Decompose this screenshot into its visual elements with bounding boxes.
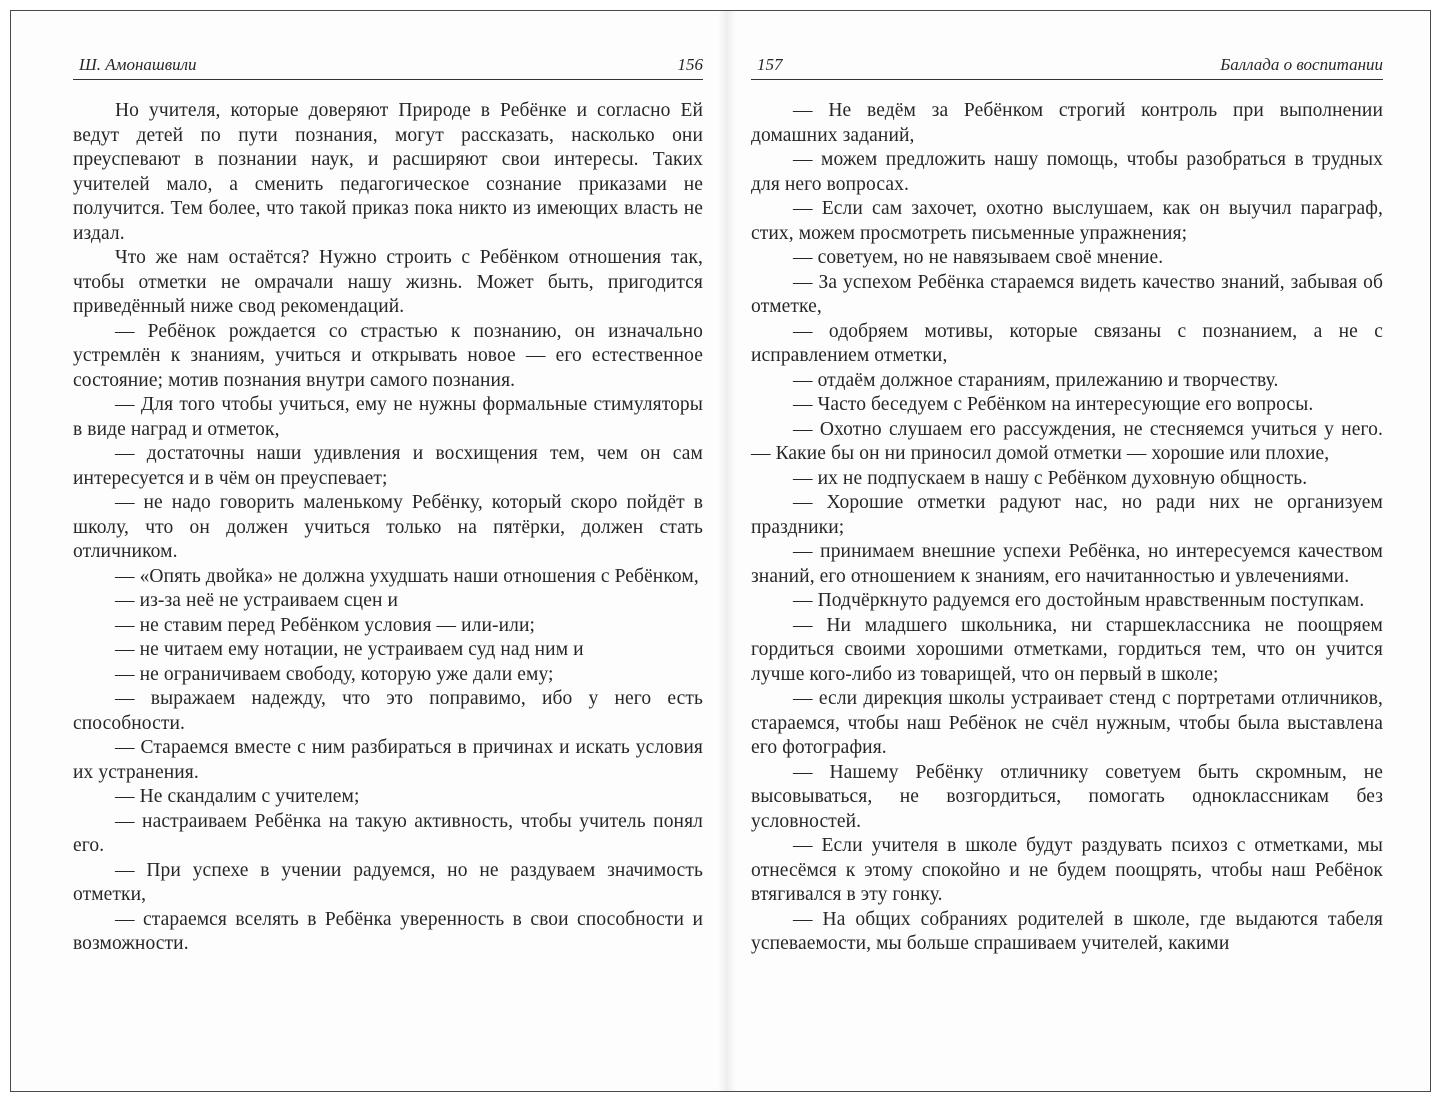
right-page-body: [751, 99, 1383, 957]
page-number-right: 157: [757, 55, 783, 74]
paragraph: — Охотно слушаем его рассуждения, не стесняемся учиться у него. — Какие бы он ни приносил домой отметки — хорошие или плохие,: [751, 418, 1383, 464]
paragraph: — Не скандалим с учителем;: [115, 786, 360, 807]
paragraph: — если дирекция школы устраивает стенд с портретами отличников, стараемся, чтобы наш Ребёнок не счёл нужным, чтобы была выставлена его фотография.: [751, 688, 1383, 758]
left-running-head: [73, 53, 703, 80]
paragraph: — Ребёнок рождается со страстью к познанию, он изначально устремлён к знаниям, учиться и открывать новое — его естественное состояние; мотив познания внутри самого познания.: [73, 320, 703, 391]
paragraph: — не ставим перед Ребёнком условия — или-или;: [115, 614, 535, 636]
paragraph: — принимаем внешние успехи Ребёнка, но интересуемся качеством знаний, его отношением к знаниям, его начитанностью и увлечениями.: [751, 541, 1383, 587]
paragraph: — настраиваем Ребёнка на такую активность, чтобы учитель понял его.: [73, 810, 703, 856]
paragraph: — Подчёркнуто радуемся его достойным нравственным поступкам.: [793, 590, 1365, 611]
paragraph: — При успехе в учении радуемся, но не раздуваем значимость отметки,: [73, 859, 703, 905]
paragraph: — Часто беседуем с Ребёнком на интересующие его вопросы.: [793, 394, 1314, 415]
paragraph: — Нашему Ребёнку отличнику советуем быть скромным, не высовываться, не возгордиться, помогать одноклассникам без условностей.: [751, 761, 1383, 832]
paragraph: — стараемся вселять в Ребёнка уверенность в свои способности и возможности.: [73, 908, 703, 954]
paragraph: — Стараемся вместе с ним разбираться в причинах и искать условия их устранения.: [73, 737, 703, 783]
paragraph: — можем предложить нашу помощь, чтобы разобраться в трудных для него вопросах.: [751, 149, 1383, 195]
left-page-body: [73, 99, 703, 957]
right-running-head: [751, 53, 1383, 80]
page-number-left: 156: [677, 55, 703, 74]
paragraph: — Если сам захочет, охотно выслушаем, как он выучил параграф, стих, можем просмотреть письменные упражнения;: [751, 198, 1383, 244]
paragraph: Что же нам остаётся? Нужно строить с Ребёнком отношения так, чтобы отметки не омрачали нашу жизнь. Может быть, пригодится приведённый ниже свод рекомендаций.: [73, 247, 703, 317]
paragraph: — не надо говорить маленькому Ребёнку, который скоро пойдёт в школу, что он должен учиться только на пятёрки, должен стать отличником.: [73, 492, 703, 562]
paragraph: — Для того чтобы учиться, ему не нужны формальные стимуляторы в виде наград и отметок,: [73, 394, 703, 440]
paragraph: — их не подпускаем в нашу с Ребёнком духовную общность.: [793, 467, 1308, 489]
paragraph: — из-за неё не устраиваем сцен и: [115, 590, 398, 611]
left-page: [73, 11, 703, 1091]
paragraph: — отдаём должное стараниям, прилежанию и творчеству.: [793, 369, 1279, 391]
paragraph: — На общих собраниях родителей в школе, где выдаются табеля успеваемости, мы больше спрашиваем учителей, какими: [751, 908, 1383, 954]
paragraph: Но учителя, которые доверяют Природе в Ребёнке и согласно Ей ведут детей по пути познания, могут рассказать, насколько они преуспевают в познании наук, и расширяют свои интересы. Таких учителей мало, а сменить педагогическое сознание приказами не получится. Тем более, что такой приказ пока никто из имеющих власть не издал.: [73, 100, 703, 244]
author-name: Ш. Амонашвили: [79, 55, 197, 74]
paragraph: — достаточны наши удивления и восхищения тем, чем он сам интересуется и в чём он преуспевает;: [73, 443, 703, 489]
book-spread: [10, 10, 1431, 1092]
paragraph: — За успехом Ребёнка стараемся видеть качество знаний, забывая об отметке,: [751, 271, 1383, 317]
book-gutter: [718, 11, 736, 1091]
right-page: [751, 11, 1383, 1091]
paragraph: — Ни младшего школьника, ни старшеклассника не поощряем гордиться своими хорошими отметками, гордиться тем, что он учится лучше кого-либо из товарищей, что он первый в школе;: [751, 614, 1383, 685]
paragraph: — не ограничиваем свободу, которую уже дали ему;: [115, 663, 554, 685]
paragraph: — Если учителя в школе будут раздувать психоз с отметками, мы отнесёмся к этому спокойно и не будем поощрять, чтобы наш Ребёнок втягивался в эту гонку.: [751, 835, 1383, 905]
paragraph: — одобряем мотивы, которые связаны с познанием, а не с исправлением отметки,: [751, 320, 1383, 366]
book-title: Баллада о воспитании: [1220, 55, 1383, 74]
paragraph: — Не ведём за Ребёнком строгий контроль при выполнении домашних заданий,: [751, 100, 1383, 146]
paragraph: — советуем, но не навязываем своё мнение.: [793, 247, 1164, 268]
paragraph: — выражаем надежду, что это поправимо, ибо у него есть способности.: [73, 688, 703, 734]
paragraph: — Хорошие отметки радуют нас, но ради них не организуем праздники;: [751, 492, 1383, 538]
paragraph: — не читаем ему нотации, не устраиваем суд над ним и: [115, 639, 584, 660]
paragraph: — «Опять двойка» не должна ухудшать наши отношения с Ребёнком,: [115, 565, 699, 587]
